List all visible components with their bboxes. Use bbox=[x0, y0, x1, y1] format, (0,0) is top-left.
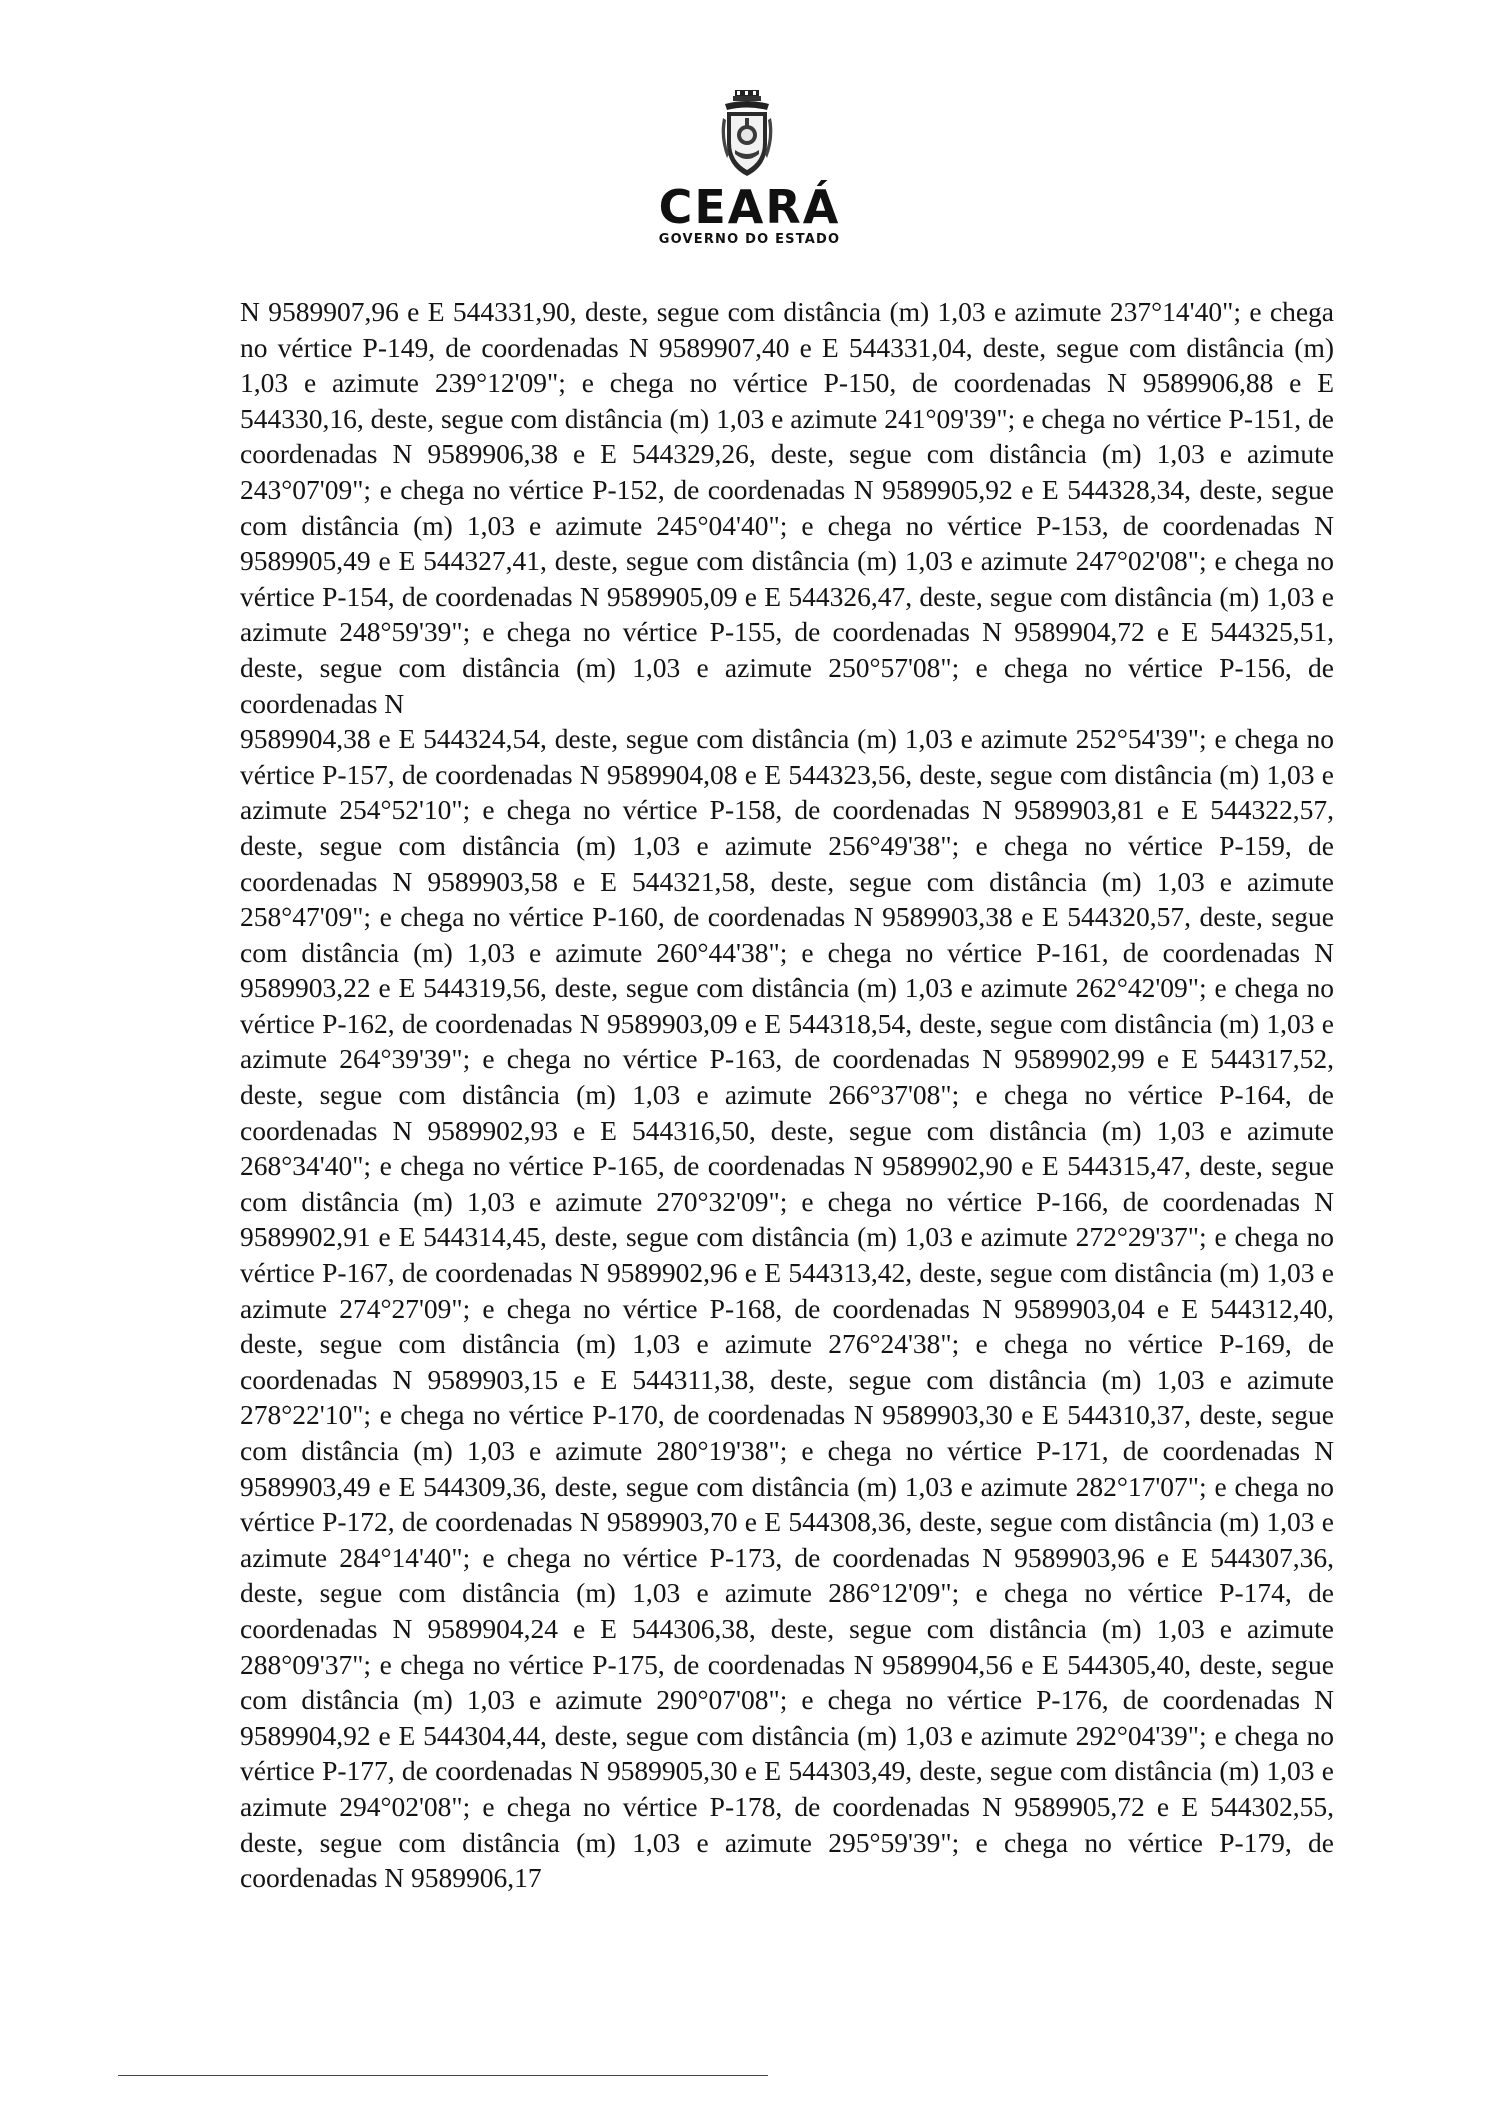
body-paragraph: N 9589907,96 e E 544331,90, deste, segue com distância (m) 1,03 e azimute 237°14'40"; e chega no vértice P-149, de coordenadas N 9589907,40 e E 544331,04, deste, segue com distância (m) 1,03 e azimute 239°12'09"; e chega no vértice P-150, de coordenadas N 9589906,88 e E 544330,16, deste, segue com distância (m) 1,03 e azimute 241°09'39"; e chega no vértice P-151, de coordenadas N 9589906,38 e E 544329,26, deste, segue com distância (m) 1,03 e azimute 243°07'09"; e chega no vértice P-152, de coordenadas N 9589905,92 e E 544328,34, deste, segue com distância (m) 1,03 e azimute 245°04'40"; e chega no vértice P-153, de coordenadas N 9589905,49 e E 544327,41, deste, segue com distância (m) 1,03 e azimute 247°02'08"; e chega no vértice P-154, de coordenadas N 9589905,09 e E 544326,47, deste, segue com distância (m) 1,03 e azimute 248°59'39"; e chega no vértice P-155, de coordenadas N 9589904,72 e E 544325,51, deste, segue com distância (m) 1,03 e azimute 250°57'08"; e chega no vértice P-156, de coordenadas N bbox=[240, 296, 1334, 719]
letterhead bbox=[0, 88, 1493, 247]
body-paragraph: 9589904,38 e E 544324,54, deste, segue com distância (m) 1,03 e azimute 252°54'39"; e chega no vértice P-157, de coordenadas N 9589904,08 e E 544323,56, deste, segue com distância (m) 1,03 e azimute 254°52'10"; e chega no vértice P-158, de coordenadas N 9589903,81 e E 544322,57, deste, segue com distância (m) 1,03 e azimute 256°49'38"; e chega no vértice P-159, de coordenadas N 9589903,58 e E 544321,58, deste, segue com distância (m) 1,03 e azimute 258°47'09"; e chega no vértice P-160, de coordenadas N 9589903,38 e E 544320,57, deste, segue com distância (m) 1,03 e azimute 260°44'38"; e chega no vértice P-161, de coordenadas N 9589903,22 e E 544319,56, deste, segue com distância (m) 1,03 e azimute 262°42'09"; e chega no vértice P-162, de coordenadas N 9589903,09 e E 544318,54, deste, segue com distância (m) 1,03 e azimute 264°39'39"; e chega no vértice P-163, de coordenadas N 9589902,99 e E 544317,52, deste, segue com distância (m) 1,03 e azimute 266°37'08"; e chega no vértice P-164, de coordenadas N 9589902,93 e E 544316,50, deste, segue com distância (m) 1,03 e azimute 268°34'40"; e chega no vértice P-165, de coordenadas N 9589902,90 e E 544315,47, deste, segue com distância (m) 1,03 e azimute 270°32'09"; e chega no vértice P-166, de coordenadas N 9589902,91 e E 544314,45, deste, segue com distância (m) 1,03 e azimute 272°29'37"; e chega no vértice P-167, de coordenadas N 9589902,96 e E 544313,42, deste, segue com distância (m) 1,03 e azimute 274°27'09"; e chega no vértice P-168, de coordenadas N 9589903,04 e E 544312,40, deste, segue com distância (m) 1,03 e azimute 276°24'38"; e chega no vértice P-169, de coordenadas N 9589903,15 e E 544311,38, deste, segue com distância (m) 1,03 e azimute 278°22'10"; e chega no vértice P-170, de coordenadas N 9589903,30 e E 544310,37, deste, segue com distância (m) 1,03 e azimute 280°19'38"; e chega no vértice P-171, de coordenadas N 9589903,49 e E 544309,36, deste, segue com distância (m) 1,03 e azimute 282°17'07"; e chega no vértice P-172, de coordenadas N 9589903,70 e E 544308,36, deste, segue com distância (m) 1,03 e azimute 284°14'40"; e chega no vértice P-173, de coordenadas N 9589903,96 e E 544307,36, deste, segue com distância (m) 1,03 e azimute 286°12'09"; e chega no vértice P-174, de coordenadas N 9589904,24 e E 544306,38, deste, segue com distância (m) 1,03 e azimute 288°09'37"; e chega no vértice P-175, de coordenadas N 9589904,56 e E 544305,40, deste, segue com distância (m) 1,03 e azimute 290°07'08"; e chega no vértice P-176, de coordenadas N 9589904,92 e E 544304,44, deste, segue com distância (m) 1,03 e azimute 292°04'39"; e chega no vértice P-177, de coordenadas N 9589905,30 e E 544303,49, deste, segue com distância (m) 1,03 e azimute 294°02'08"; e chega no vértice P-178, de coordenadas N 9589905,72 e E 544302,55, deste, segue com distância (m) 1,03 e azimute 295°59'39"; e chega no vértice P-179, de coordenadas N 9589906,17 bbox=[240, 723, 1334, 1894]
brand-wordmark: CEARÁ bbox=[658, 180, 841, 234]
footer-divider bbox=[118, 2075, 768, 2076]
document-body bbox=[240, 294, 1334, 1896]
state-coat-of-arms-icon bbox=[717, 88, 777, 180]
brand-subtitle: GOVERNO DO ESTADO bbox=[658, 232, 841, 247]
